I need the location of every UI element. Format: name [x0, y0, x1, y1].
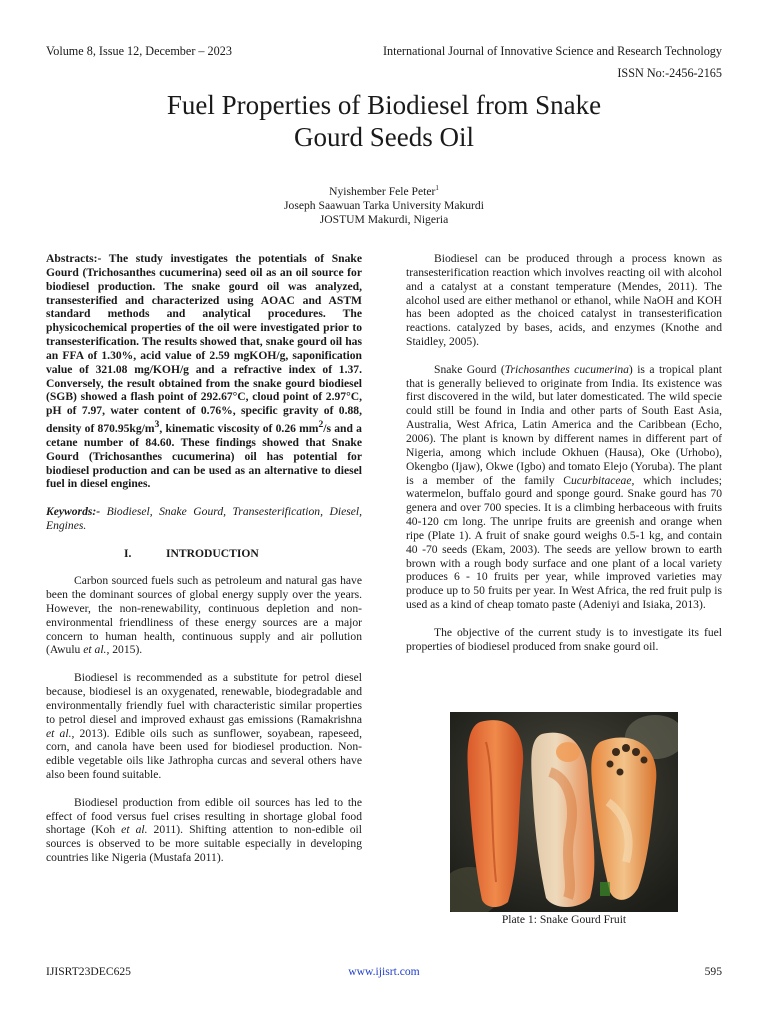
abstract-sup-1: 3: [154, 419, 160, 431]
keywords: [46, 505, 362, 533]
issn: ISSN No:-2456-2165: [617, 66, 722, 80]
keywords-label: Keywords:-: [46, 505, 101, 519]
author-name-line: [0, 181, 768, 199]
text-run: 2011). Shifting attention to non-edible oil sources is observed to be more suitable especially in developing countries like Nigeria (Mustafa 2011).: [46, 823, 362, 865]
intro-paragraph-2: [46, 671, 362, 782]
section-title: INTRODUCTION: [166, 546, 259, 560]
article-code: IJISRT23DEC625: [46, 965, 131, 978]
text-run: 2015).: [109, 643, 143, 657]
title-line-1: Fuel Properties of Biodiesel from Snake: [166, 90, 602, 120]
affiliation-2: JOSTUM Makurdi, Nigeria: [319, 212, 449, 226]
abstract-text-2: , kinematic viscosity of 0.26 mm: [159, 421, 319, 435]
keywords-text: Biodiesel, Snake Gourd, Transesterification, Diesel, Engines.: [46, 505, 362, 532]
page-number: 595: [704, 965, 722, 978]
text-run: Biodiesel is recommended as a substitute for petrol diesel because, biodiesel is an oxygenated, renewable, biodegradable and environmentally friendly fuel with characteristic similar properties to petrol diesel and improved exhaust gas emissions (Ramakrishna: [46, 671, 362, 726]
author-block: [0, 181, 768, 227]
text-run: Snake Gourd (: [434, 362, 505, 376]
fruit-illustration: [450, 712, 678, 912]
abstract: [46, 252, 362, 491]
text-run-italic: et al.,: [46, 726, 75, 740]
intro-paragraph-1: [46, 574, 362, 657]
text-run-italic: ucurbitaceae,: [570, 473, 635, 487]
journal-url-link[interactable]: www.ijisrt.com: [348, 965, 420, 978]
text-run: ) is a tropical plant that is generally believed to originate from India. Its existence was first discovered in the wild, but later domesticated. The wild specie could still be found in India and other parts of South East Asia, Australia, West Africa, Latin America and the Caribbean (Echo, 2006). The plant is known by different names in different part of Nigeria, among which include Okhuen (Hausa), Oke (Urhobo), Okengbo (Ijaw), Okwe (Igbo) and tomato Elejo (Yoruba). The plant is a member of the family C: [406, 362, 722, 487]
intro-paragraph-5: [406, 363, 722, 612]
text-run: 2013). Edible oils such as sunflower, soyabean, rapeseed, corn, and canola have been used for biodiesel production. Non-edible vegetable oils like Jathropha curcas and several others have also been found suitable.: [46, 726, 362, 782]
snake-gourd-photo: [450, 712, 678, 912]
journal-name: International Journal of Innovative Science and Research Technology: [382, 44, 722, 58]
volume-issue: Volume 8, Issue 12, December – 2023: [46, 44, 232, 58]
text-run: Carbon sourced fuels such as petroleum and natural gas have been the dominant sources of global energy supply over the years. However, the non-renewability, continuous depletion and non-environmental friendliness of these energy sources are a major concern to human health, continuous supply and air pollution (Awulu: [46, 574, 362, 657]
intro-paragraph-6: The objective of the current study is to investigate its fuel properties of biodiesel produced from snake gourd oil.: [406, 625, 722, 653]
paper-title: [0, 89, 768, 153]
abstract-sup-2: 2: [318, 419, 324, 431]
text-run-italic: Trichosanthes cucumerina: [504, 362, 629, 376]
text-run-italic: et al.,: [83, 643, 110, 657]
author-name: Nyishember Fele Peter: [329, 184, 436, 198]
section-heading-introduction: [46, 547, 362, 561]
intro-paragraph-3: [46, 796, 362, 865]
text-run-italic: et al.: [121, 823, 148, 837]
text-run: Biodiesel production from edible oil sources has led to the effect of food versus fuel crises resulting in shortage global food shortage (Koh: [46, 795, 362, 837]
figure-caption: Plate 1: Snake Gourd Fruit: [501, 913, 627, 926]
title-line-2: Gourd Seeds Oil: [294, 122, 474, 152]
intro-paragraph-4: Biodiesel can be produced through a process known as transesterification reaction which involves reacting oil with alcohol and a catalyst at a constant temperature (Mendes, 2011). The alcohol used are either methanol or ethanol, while NaOH and KOH has been adopted as the choiced catalyst in transesterification reactions. catalyzed by bases, acids, and enzymes (Knothe and Staidley, 2005).: [406, 252, 722, 349]
affiliation-1: Joseph Saawuan Tarka University Makurdi: [284, 198, 484, 212]
left-column: [46, 252, 362, 879]
abstract-text-3: /s and a cetane number of 84.60. These findings showed that Snake Gourd (Trichosanthes cucumerina) oil has potential for biodiesel production and can be used as an alternative to diesel fuel in diesel engines.: [46, 421, 362, 491]
abstract-text-1: Abstracts:- The study investigates the potentials of Snake Gourd (Trichosanthes cucumerina) seed oil as an oil source for biodiesel production. The snake gourd oil was analyzed, transesterified and characterized using AOAC and ASTM standard methods and analytical procedures. The physicochemical properties of the oil were investigated prior to transesterification. The results showed that, snake gourd oil has an FFA of 1.30%, acid value of 2.59 mgKOH/g, saponification value of 321.08 mg/KOH/g and a refractive index of 1.37. Conversely, the result obtained from the snake gourd biodiesel (SGB) showed a flash point of 292.67°C, cloud point of 2.97°C, pH of 7.97, water content of 0.76%, specific gravity of 0.88, density of 870.95kg/m: [46, 252, 362, 435]
section-number: I.: [124, 546, 132, 560]
text-run: which includes; watermelon, buffalo gourd and sponge gourd. Snake gourd has 70 genera and over 700 species. It is a climbing herbaceous with fruits 40-120 cm long. The unripe fruits are greenish and orange when ripe (Plate 1). A fruit of snake gourd weighs 0.5-1 kg, and contain 40 -70 seeds (Ekam, 2003). The seeds are yellow brown to earth brown with a rough body surface and one plant of a local variety produces 6 - 10 fruits per year, while improved varieties may produce up to 50 fruits per year. In West Africa, the red fruit pulp is used as a kind of cheap tomato paste (Adeniyi and Isiaka, 2013).: [406, 473, 722, 612]
right-column: [406, 252, 722, 667]
author-mark: 1: [435, 184, 439, 192]
